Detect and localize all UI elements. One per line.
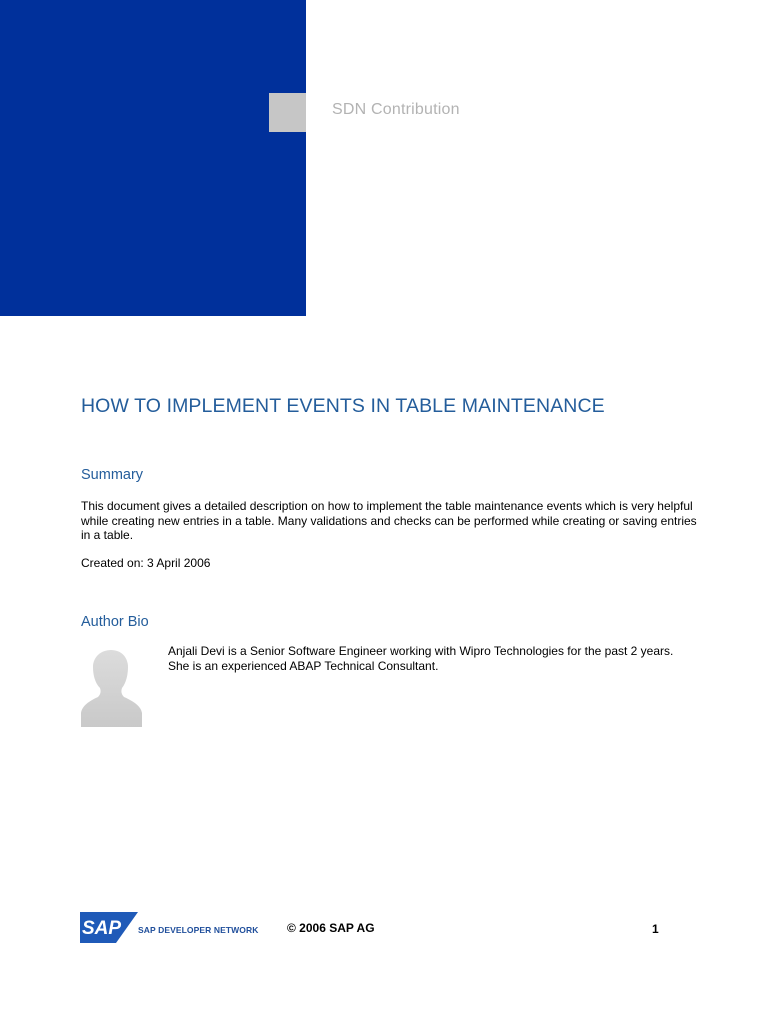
author-bio-text: Anjali Devi is a Senior Software Engineer working with Wipro Technologies for the past 2 years. She is an experienced ABAP Technical Consultant. xyxy=(168,644,674,673)
sdn-contribution-label: SDN Contribution xyxy=(332,101,460,118)
document-title: HOW TO IMPLEMENT EVENTS IN TABLE MAINTENANCE xyxy=(81,395,605,417)
sap-logo xyxy=(80,912,138,943)
header-gray-square xyxy=(269,93,306,132)
author-bio-heading: Author Bio xyxy=(81,614,149,630)
summary-heading: Summary xyxy=(81,467,144,483)
summary-text: This document gives a detailed description on how to implement the table maintenance events which is very helpful while creating new entries in a table. Many validations and checks can be performed while creating or saving entries in a table. xyxy=(81,499,697,542)
sap-developer-network-label: SAP DEVELOPER NETWORK xyxy=(138,925,259,935)
created-on-text: Created on: 3 April 2006 xyxy=(81,556,211,570)
person-silhouette-icon xyxy=(81,647,142,727)
svg-text:SAP: SAP xyxy=(82,918,122,939)
header-blue-block xyxy=(0,0,306,316)
copyright-text: © 2006 SAP AG xyxy=(287,921,375,935)
page-number: 1 xyxy=(652,922,659,936)
